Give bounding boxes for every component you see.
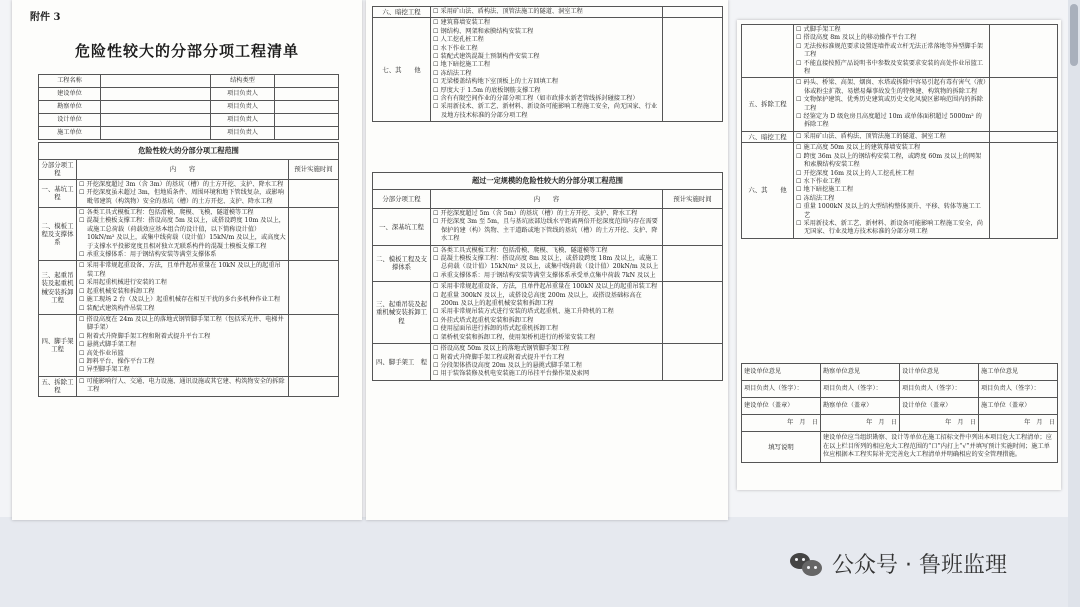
checkbox-item[interactable]: ☐ 重量 1000kN 及以上的大型结构整体顶升、平移、转体等施工工艺 <box>796 203 987 220</box>
info-value <box>101 114 211 127</box>
content-cell <box>794 143 990 238</box>
column-header: 预计实施时间 <box>289 160 339 180</box>
checkbox-item[interactable]: ☐ 施工高度 50m 及以上的建筑幕墙安装工程 <box>796 144 987 152</box>
info-row <box>39 101 339 114</box>
signature-cell: 年 月 日 <box>979 415 1058 432</box>
checkbox-item[interactable]: ☐ 冻结法工程 <box>433 70 660 78</box>
signature-cell: 项目负责人（签字）： <box>900 381 979 398</box>
checkbox-item[interactable]: ☐ 采用新技术、新工艺、新材料、新设备可能影响工程施工安全，尚无国家、行业及地方技术标准的分部分项工程 <box>433 103 660 120</box>
checkbox-item[interactable]: ☐ 可能影响行人、交通、电力设施、通讯设施或其它建、构筑物安全的拆除工程 <box>79 378 286 395</box>
info-value <box>101 127 211 140</box>
wechat-logo-icon <box>790 551 824 577</box>
checkbox-item[interactable]: ☐ 采用非常规起重设备、方法，且单件起吊重量在 10kN 及以上的起重吊装工程 <box>79 262 286 279</box>
table-row <box>373 7 723 18</box>
checkbox-item[interactable]: ☐ 各类工具式模板工程：包括滑模、爬模、飞模、隧道模等工程 <box>79 209 286 217</box>
checkbox-item[interactable]: ☐ 不能直接按照产品说明书中参数及安装要求安装的高处作业吊篮工程 <box>796 60 987 77</box>
signature-cell: 勘察单位（盖章） <box>821 398 900 415</box>
signature-cell: 建设单位（盖章） <box>742 398 821 415</box>
category-cell: 二、模板工程及支撑体系 <box>373 245 431 282</box>
checkbox-item[interactable]: ☐ 开挖深度虽未超过 3m，但地质条件、周围环境和地下管线复杂，或影响毗邻建筑（构筑物）安全的基坑（槽）的土方开挖、支护、降水工程 <box>79 189 286 206</box>
category-cell: 一、基坑工程 <box>39 179 77 207</box>
approval-signature-table <box>741 363 1058 463</box>
info-value <box>275 75 339 88</box>
document-page-2 <box>366 0 728 520</box>
checkbox-item[interactable]: ☐ 开挖深度 16m 及以上的人工挖孔桩工程 <box>796 170 987 178</box>
checkbox-item[interactable]: ☐ 开挖深度超过 3m（含 3m）的基坑（槽）的土方开挖、支护、降水工程 <box>79 181 286 189</box>
checkbox-item[interactable]: ☐ 钢结构、网架和索膜结构安装工程 <box>433 28 660 36</box>
table-row <box>39 261 339 314</box>
checkbox-item[interactable]: ☐ 冻结法工程 <box>796 195 987 203</box>
checkbox-item[interactable]: ☐ 搭设高度 8m 及以上的移动操作平台工程 <box>796 34 987 42</box>
instruction-text: 建设单位应当组织勘察、设计等单位在施工招标文件中列出本项目危大工程清单；应在以上栏目所列的相应危大工程范围的“口”内打上“√”并填写预计实施时间；施工单位应根据本工程实际补充完善危大工程清单并明确相应的安全管理措施。 <box>821 432 1058 463</box>
table-row <box>39 179 339 207</box>
category-cell: 五、拆除工程 <box>742 78 794 131</box>
signature-row <box>742 381 1058 398</box>
signature-row <box>742 398 1058 415</box>
planned-time-cell <box>663 7 723 18</box>
checkbox-item[interactable]: ☐ 卸料平台、操作平台工程 <box>79 358 286 366</box>
table-row <box>39 376 339 396</box>
checkbox-item[interactable]: ☐ 开挖深度 3m 至 5m，且与基坑底部边线水平距离两倍开挖深度范围内存在需要保护的建（构）筑物、主干道路或地下管线的基坑（槽）的土方开挖、支护、降水工程 <box>433 218 660 243</box>
checkbox-item[interactable]: ☐ 经鉴定为 D 级危房且高度超过 10m 或单体面积超过 5000m² 的拆除工程 <box>796 113 987 130</box>
info-label: 工程名称 <box>39 75 101 88</box>
content-cell <box>431 282 663 344</box>
content-cell <box>431 209 663 246</box>
signature-cell: 设计单位意见 <box>900 364 979 381</box>
column-header: 预计实施时间 <box>663 190 723 209</box>
table-row <box>742 131 1058 142</box>
checkbox-item[interactable]: ☐ 水下作业工程 <box>796 178 987 186</box>
info-value <box>275 114 339 127</box>
table-row <box>373 344 723 381</box>
info-value <box>101 101 211 114</box>
checkbox-item[interactable]: ☐ 悬挑式脚手架工程 <box>79 341 286 349</box>
document-page-3 <box>737 20 1061 490</box>
info-row <box>39 75 339 88</box>
signature-cell: 年 月 日 <box>742 415 821 432</box>
annex-label: 附件 3 <box>30 12 61 23</box>
table-row <box>373 209 723 246</box>
signature-cell: 勘察单位意见 <box>821 364 900 381</box>
info-label: 勘察单位 <box>39 101 101 114</box>
planned-time-cell <box>289 376 339 396</box>
signature-cell: 设计单位（盖章） <box>900 398 979 415</box>
table-row <box>373 245 723 282</box>
checkbox-item[interactable]: ☐ 附着式升降脚手架工程和附着式提升平台工程 <box>79 333 286 341</box>
watermark-text: 公众号 · 鲁班监理 <box>832 553 1007 578</box>
category-cell: 六、其 他 <box>742 143 794 238</box>
planned-time-cell <box>663 18 723 122</box>
category-cell: 三、起重吊装及起重机械安装拆卸工程 <box>373 282 431 344</box>
checkbox-item[interactable]: ☐ 搭设高度 50m 及以上的落地式钢管脚手架工程 <box>433 345 660 353</box>
checkbox-item[interactable]: ☐ 采用起重机械进行安装的工程 <box>79 279 286 287</box>
planned-time-cell <box>663 245 723 282</box>
column-header: 分部分项工程 <box>373 190 431 209</box>
category-cell: 一、深基坑工程 <box>373 209 431 246</box>
checkbox-item[interactable]: ☐ 采用非常规吊装方式进行安装的塔式起重机、施工升降机的工程 <box>433 308 660 316</box>
info-label: 项目负责人 <box>211 101 275 114</box>
planned-time-cell <box>990 131 1058 142</box>
info-label: 项目负责人 <box>211 114 275 127</box>
checkbox-item[interactable]: ☐ 跨度 36m 及以上的钢结构安装工程，或跨度 60m 及以上的网架和索膜结构安装工程 <box>796 153 987 170</box>
planned-time-cell <box>289 314 339 376</box>
table-row <box>742 143 1058 238</box>
checkbox-item[interactable]: ☐ 采用矿山法、盾构法、顶管法施工的隧道、洞室工程 <box>796 133 987 141</box>
signature-cell: 施工单位（盖章） <box>979 398 1058 415</box>
category-cell: 四、脚手架工 程 <box>373 344 431 381</box>
checkbox-item[interactable]: ☐ 承重支撑体系：用于钢结构安装等满堂支撑体系 <box>79 251 286 259</box>
planned-time-cell <box>289 179 339 207</box>
checkbox-item[interactable]: ☐ 装配式建筑构件吊装工程 <box>79 305 286 313</box>
content-cell <box>431 7 663 18</box>
info-label: 建设单位 <box>39 88 101 101</box>
checkbox-item[interactable]: ☐ 施工现场 2 台（及以上）起重机械存在相互干扰的多台多机种作业工程 <box>79 296 286 304</box>
content-cell <box>431 245 663 282</box>
content-cell <box>77 376 289 396</box>
info-row <box>39 88 339 101</box>
table-row <box>39 208 339 261</box>
checkbox-item[interactable]: ☐ 地下暗挖施工工程 <box>433 61 660 69</box>
table-row <box>39 314 339 376</box>
info-value <box>275 88 339 101</box>
info-value <box>275 127 339 140</box>
content-cell <box>794 131 990 142</box>
column-header: 内 容 <box>431 190 663 209</box>
checkbox-item[interactable]: ☐ 采用非常规起重设备、方法，且单件起吊重量在 100kN 及以上的起重吊装工程 <box>433 283 660 291</box>
content-cell <box>794 78 990 131</box>
checkbox-item[interactable]: ☐ 开挖深度超过 5m（含 5m）的基坑（槽）的土方开挖、支护、降水工程 <box>433 210 660 218</box>
category-cell: 五、拆除工程 <box>39 376 77 396</box>
info-row <box>39 114 339 127</box>
info-value <box>275 101 339 114</box>
planned-time-cell <box>990 78 1058 131</box>
hazard-scope-table-continued <box>372 6 723 122</box>
content-cell <box>77 261 289 314</box>
table-row <box>742 78 1058 131</box>
large-scale-hazard-table-continued <box>741 24 1058 239</box>
checkbox-item[interactable]: ☐ 式脚手架工程 <box>796 26 987 34</box>
category-cell: 六、暗挖工程 <box>742 131 794 142</box>
signature-cell: 建设单位意见 <box>742 364 821 381</box>
category-cell: 三、起重吊装及起重机械安装拆卸工程 <box>39 261 77 314</box>
info-label: 设计单位 <box>39 114 101 127</box>
document-page-1 <box>12 0 362 520</box>
content-cell <box>431 344 663 381</box>
instruction-label: 填写说明 <box>742 432 821 463</box>
info-row <box>39 127 339 140</box>
section-title: 危险性较大的分部分项工程范围 <box>39 143 339 160</box>
planned-time-cell <box>663 209 723 246</box>
vertical-scrollbar[interactable] <box>1068 0 1080 607</box>
checkbox-item[interactable]: ☐ 无梁楼盖结构地下室顶板上的土方回填工程 <box>433 78 660 86</box>
watermark <box>790 548 1007 579</box>
checkbox-item[interactable]: ☐ 含有有限空间作业的分部分项工程（如市政排水新老管线拆封碰接工程） <box>433 95 660 103</box>
checkbox-item[interactable]: ☐ 搭设高度在 24m 及以上的落地式钢管脚手架工程（包括采光井、电梯井脚手架） <box>79 316 286 333</box>
checkbox-item[interactable]: ☐ 各类工具式模板工程：包括滑模、爬模、飞模、隧道模等工程 <box>433 247 660 255</box>
checkbox-item[interactable]: ☐ 人工挖孔桩工程 <box>433 36 660 44</box>
checkbox-item[interactable]: ☐ 无法按标准规范要求设置连墙件或立杆无法正常落地等异型脚手架工程 <box>796 43 987 60</box>
checkbox-item[interactable]: ☐ 文物保护建筑、优秀历史建筑或历史文化风貌区影响范围内的拆除工程 <box>796 96 987 113</box>
planned-time-cell <box>663 282 723 344</box>
hazard-scope-table <box>38 142 339 397</box>
info-label: 结构类型 <box>211 75 275 88</box>
content-cell <box>431 18 663 122</box>
category-cell: 七、其 他 <box>373 18 431 122</box>
section-title: 超过一定规模的危险性较大的分部分项工程范围 <box>373 173 723 190</box>
checkbox-item[interactable]: ☐ 用于装饰装修及机电安装施工的吊挂平台操作架及索网 <box>433 370 660 378</box>
category-cell: 二、模板工程及支撑体系 <box>39 208 77 261</box>
planned-time-cell <box>289 208 339 261</box>
checkbox-item[interactable]: ☐ 外挂式塔式起重机安装和拆卸工程 <box>433 317 660 325</box>
checkbox-item[interactable]: ☐ 混凝土模板支撑工程：搭设高度 5m 及以上，或搭设跨度 10m 及以上，或施工总荷载（荷载效应基本组合的设计值，以下简称设计值）10kN/m² 及以上，或集中线荷载（设计值）15kN/m 及以上，或高度大于支撑水平投影宽度且相对独立无联系构件的混凝土模板支撑工程 <box>79 217 286 251</box>
signature-cell: 项目负责人（签字）： <box>979 381 1058 398</box>
planned-time-cell <box>990 25 1058 78</box>
planned-time-cell <box>663 344 723 381</box>
checkbox-item[interactable]: ☐ 厚度大于 1.5m 的底板钢筋支撑工程 <box>433 87 660 95</box>
checkbox-item[interactable]: ☐ 承重支撑体系：用于钢结构安装等满堂支撑体系承受单点集中荷载 7kN 及以上 <box>433 272 660 280</box>
category-cell: 六、暗挖工程 <box>373 7 431 18</box>
large-scale-hazard-table <box>372 172 723 381</box>
instruction-row <box>742 432 1058 463</box>
signature-cell: 年 月 日 <box>900 415 979 432</box>
checkbox-item[interactable]: ☐ 码头、桥梁、高架、烟囱、水塔或拆除中容易引起有毒有害气（液）体或粉尘扩散、易燃易爆事故发生的特殊建、构筑物的拆除工程 <box>796 79 987 96</box>
planned-time-cell <box>289 261 339 314</box>
info-label: 项目负责人 <box>211 88 275 101</box>
category-cell: 四、脚手架工程 <box>39 314 77 376</box>
page-title: 危险性较大的分部分项工程清单 <box>74 42 299 60</box>
planned-time-cell <box>990 143 1058 238</box>
category-cell <box>742 25 794 78</box>
signature-cell: 年 月 日 <box>821 415 900 432</box>
checkbox-item[interactable]: ☐ 水下作业工程 <box>433 45 660 53</box>
checkbox-item[interactable]: ☐ 装配式建筑混凝土预制构件安装工程 <box>433 53 660 61</box>
content-cell <box>794 25 990 78</box>
info-label: 施工单位 <box>39 127 101 140</box>
signature-row <box>742 415 1058 432</box>
project-info-table <box>38 74 339 140</box>
scrollbar-thumb[interactable] <box>1070 4 1078 66</box>
content-cell <box>77 208 289 261</box>
table-row <box>742 25 1058 78</box>
signature-row <box>742 364 1058 381</box>
column-header: 内 容 <box>77 160 289 180</box>
checkbox-item[interactable]: ☐ 地下暗挖施工工程 <box>796 186 987 194</box>
checkbox-item[interactable]: ☐ 采用矿山法、盾构法、顶管法施工的隧道、洞室工程 <box>433 8 660 16</box>
info-value <box>101 88 211 101</box>
checkbox-item[interactable]: ☐ 建筑幕墙安装工程 <box>433 19 660 27</box>
signature-cell: 项目负责人（签字）： <box>821 381 900 398</box>
checkbox-item[interactable]: ☐ 混凝土模板支撑工程：搭设高度 8m 及以上，或搭设跨度 18m 及以上，或施工总荷载（设计值）15kN/m² 及以上，或集中线荷载（设计值）20kN/m 及以上 <box>433 255 660 272</box>
checkbox-item[interactable]: ☐ 附着式升降脚手架工程或附着式提升平台工程 <box>433 354 660 362</box>
info-label: 项目负责人 <box>211 127 275 140</box>
checkbox-item[interactable]: ☐ 异型脚手架工程 <box>79 366 286 374</box>
content-cell <box>77 179 289 207</box>
checkbox-item[interactable]: ☐ 架桥机安装和拆卸工程，使用架桥机进行的桥梁安装工程 <box>433 334 660 342</box>
checkbox-item[interactable]: ☐ 起重量 300kN 及以上，或搭设总高度 200m 及以上，或搭设基础标高在 200m 及以上的起重机械安装和拆卸工程 <box>433 292 660 309</box>
checkbox-item[interactable]: ☐ 采用新技术、新工艺、新材料、新设备可能影响工程施工安全，尚无国家、行业及地方技术标准的分部分项工程 <box>796 220 987 237</box>
checkbox-item[interactable]: ☐ 使用屋面吊进行拆卸的塔式起重机拆卸工程 <box>433 325 660 333</box>
column-header: 分部分项工程 <box>39 160 77 180</box>
table-row <box>373 282 723 344</box>
checkbox-item[interactable]: ☐ 高处作业吊篮 <box>79 350 286 358</box>
checkbox-item[interactable]: ☐ 分段架体搭设高度 20m 及以上的悬挑式脚手架工程 <box>433 362 660 370</box>
info-value <box>101 75 211 88</box>
signature-cell: 项目负责人（签字）： <box>742 381 821 398</box>
content-cell <box>77 314 289 376</box>
signature-cell: 施工单位意见 <box>979 364 1058 381</box>
table-row <box>373 18 723 122</box>
checkbox-item[interactable]: ☐ 起重机械安装和拆卸工程 <box>79 288 286 296</box>
